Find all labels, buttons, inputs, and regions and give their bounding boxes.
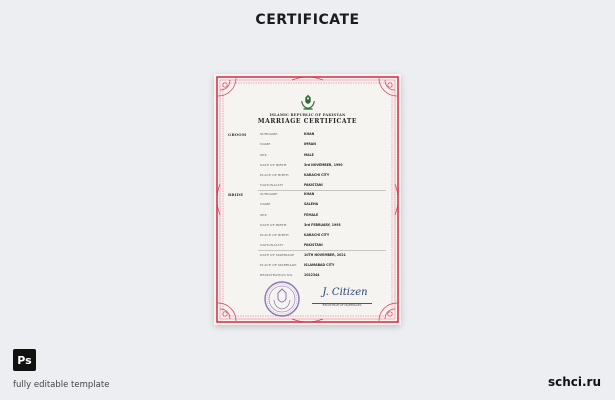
field-label: NAME — [260, 202, 271, 206]
bride-row-name — [214, 202, 401, 208]
signature-caption: REGISTRAR OF MARRIAGES — [322, 304, 362, 307]
groom-row-sex — [214, 153, 401, 159]
groom-row-surname — [214, 132, 401, 138]
groom-row-pob — [214, 173, 401, 179]
field-value: 3rd NOVEMBER, 1990 — [304, 163, 343, 167]
bride-row-pob — [214, 233, 401, 239]
field-value: KHAN — [304, 192, 315, 196]
field-label: SEX — [260, 153, 267, 157]
field-value: MALE — [304, 153, 314, 157]
marriage-row-place — [214, 263, 401, 269]
groom-row-dob — [214, 163, 401, 169]
field-label: REGISTRATION NO. — [260, 273, 294, 277]
field-label: DATE OF MARRIAGE — [260, 253, 295, 257]
field-label: NAME — [260, 142, 271, 146]
bride-row-dob — [214, 223, 401, 229]
state-emblem-icon — [299, 93, 317, 111]
field-value: PAKISTANI — [304, 183, 323, 187]
watermark: schci.ru — [547, 375, 601, 389]
field-label: NATIONALITY — [260, 243, 284, 247]
page-title: CERTIFICATE — [255, 12, 360, 28]
field-value: ISLAMABAD CITY — [304, 263, 335, 267]
field-label: PLACE OF MARRIAGE — [260, 263, 297, 267]
section-divider — [258, 190, 386, 191]
field-label: NATIONALITY — [260, 183, 284, 187]
groom-row-nationality — [214, 183, 401, 189]
certificate-title: MARRIAGE CERTIFICATE — [257, 118, 358, 125]
field-value: KARACHI CITY — [304, 173, 330, 177]
official-seal-icon — [262, 279, 302, 319]
field-value: PAKISTANI — [304, 243, 323, 247]
field-value: SALEHA — [304, 202, 319, 206]
field-label: SURNAME — [260, 192, 278, 196]
marriage-row-registration — [214, 273, 401, 279]
field-value: 1022344 — [304, 273, 320, 277]
bride-row-nationality — [214, 243, 401, 249]
registrar-signature: J. Citizen — [322, 287, 368, 298]
field-label: SEX — [260, 213, 267, 217]
field-value: 3rd FEBRUARY, 1993 — [304, 223, 341, 227]
field-label: SURNAME — [260, 132, 278, 136]
field-value: FEMALE — [304, 213, 319, 217]
field-label: DATE OF BIRTH — [260, 223, 287, 227]
field-label: DATE OF BIRTH — [260, 163, 287, 167]
field-value: KHAN — [304, 132, 315, 136]
field-label: PLACE OF BIRTH — [260, 233, 289, 237]
groom-label: GROOM — [228, 132, 247, 137]
field-value: KARACHI CITY — [304, 233, 330, 237]
field-value: IMRAN — [304, 142, 316, 146]
bride-label: BRIDE — [228, 192, 244, 197]
certificate-preview — [214, 74, 401, 325]
bride-row-sex — [214, 213, 401, 219]
groom-row-name — [214, 142, 401, 148]
field-label: PLACE OF BIRTH — [260, 173, 289, 177]
bride-row-surname — [214, 192, 401, 198]
field-value: 10TH NOVEMBER, 2021 — [304, 253, 346, 257]
certificate-issuer: ISLAMIC REPUBLIC OF PAKISTAN — [269, 113, 346, 117]
marriage-row-date — [214, 253, 401, 259]
photoshop-icon: Ps — [13, 349, 36, 371]
footer-note: fully editable template — [13, 380, 110, 390]
section-divider — [258, 250, 386, 251]
